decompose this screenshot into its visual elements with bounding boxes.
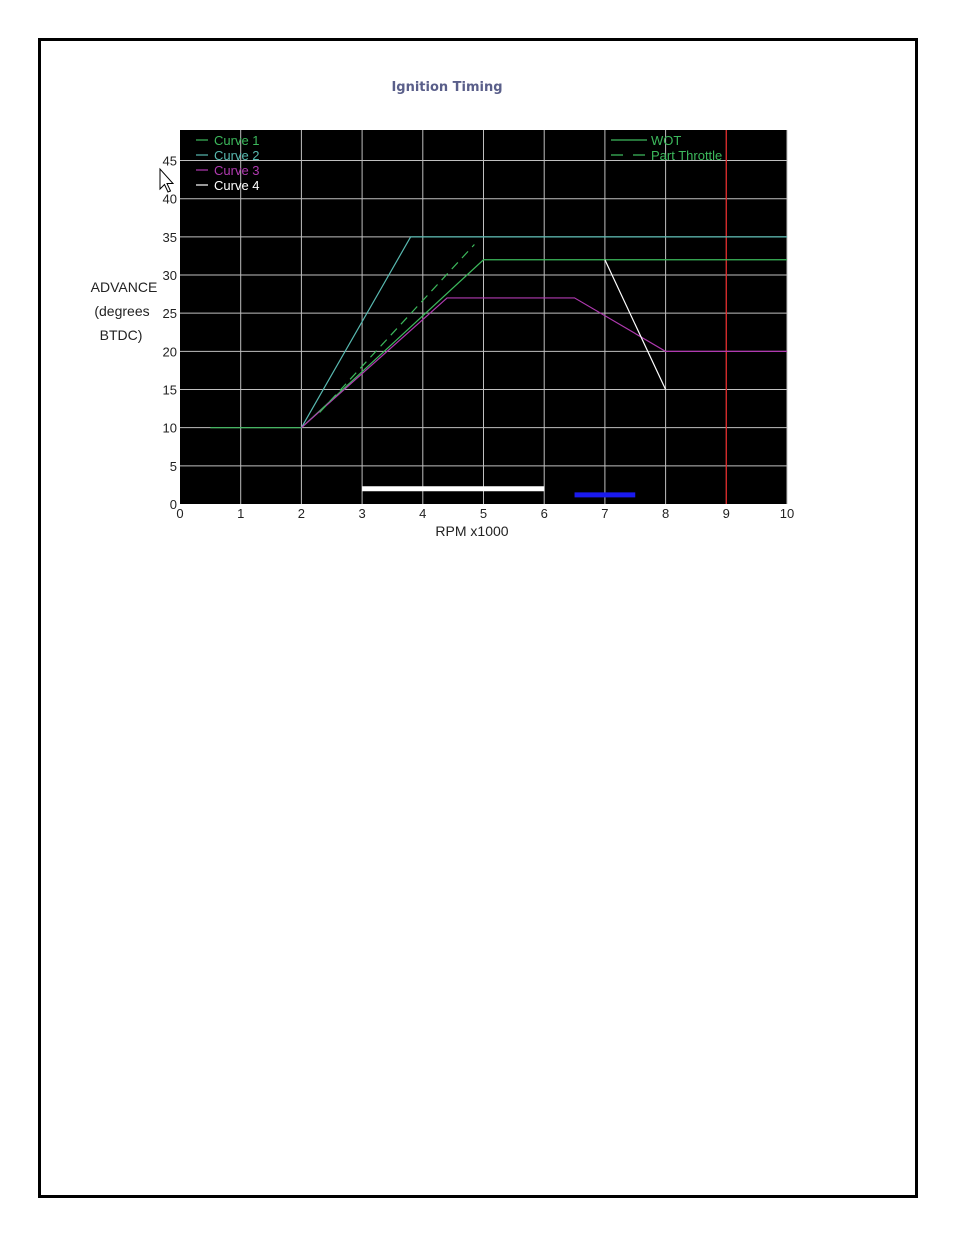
x-tick-label: 5: [479, 506, 488, 521]
legend-label: Curve 4: [214, 178, 260, 193]
y-tick-label: 25: [162, 306, 177, 322]
x-tick-label: 10: [779, 506, 795, 521]
x-tick-label: 4: [419, 506, 427, 521]
y-tick-label: 15: [162, 382, 177, 398]
legend-label: Curve 1: [214, 133, 260, 148]
x-tick-label: 9: [722, 506, 730, 521]
plot-area: [180, 130, 787, 504]
y-axis-label-line-2: (degrees: [94, 303, 150, 319]
chart-title: Ignition Timing: [391, 80, 503, 95]
y-axis-label: [91, 279, 158, 343]
mouse-cursor-icon: [160, 169, 173, 192]
y-tick-label: 45: [162, 153, 177, 169]
y-tick-label: 10: [162, 420, 177, 436]
x-tick-labels: [176, 506, 794, 521]
legend-label: Curve 2: [214, 148, 260, 163]
x-axis-label: RPM x1000: [435, 523, 509, 539]
y-tick-label: 0: [169, 497, 177, 512]
y-tick-labels: [163, 154, 177, 512]
y-tick-label: 5: [169, 458, 177, 474]
x-tick-label: 1: [237, 506, 245, 521]
legend-label: WOT: [651, 133, 682, 148]
y-tick-label: 20: [162, 344, 177, 360]
x-tick-label: 8: [661, 506, 670, 521]
x-tick-label: 6: [540, 506, 548, 521]
legend-label: Curve 3: [214, 163, 260, 178]
y-tick-label: 35: [162, 229, 177, 245]
x-tick-label: 0: [176, 506, 184, 521]
legend-label: Part Throttle: [651, 148, 723, 163]
x-tick-label: 2: [297, 506, 306, 521]
x-tick-label: 3: [358, 506, 366, 521]
x-tick-label: 7: [601, 506, 609, 521]
y-tick-label: 30: [162, 268, 177, 284]
y-axis-label-line-3: BTDC): [99, 327, 143, 343]
y-tick-label: 40: [162, 191, 177, 207]
y-axis-label-line-1: ADVANCE: [90, 279, 158, 295]
